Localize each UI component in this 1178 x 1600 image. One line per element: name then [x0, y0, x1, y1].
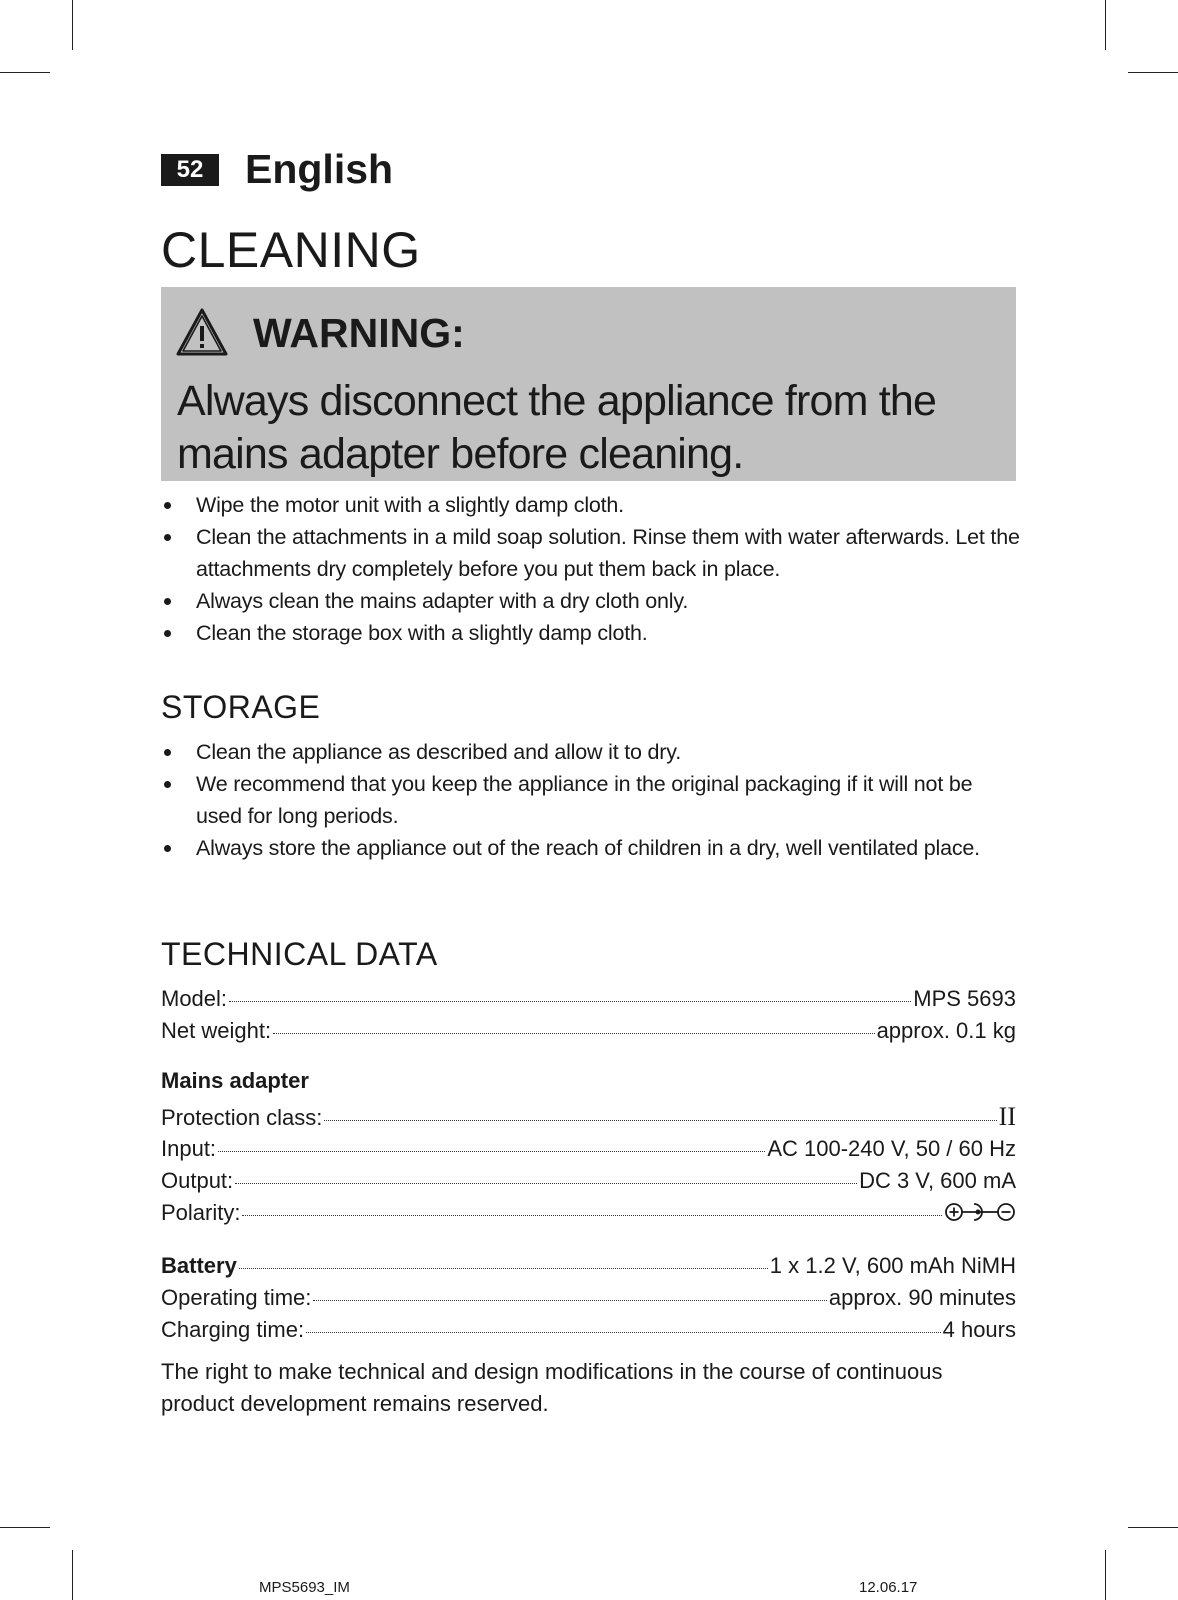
- spec-row-output: Output: DC 3 V, 600 mA: [161, 1168, 1016, 1193]
- modification-note: The right to make technical and design modifications in the course of continuous product development remains reserved.: [161, 1359, 943, 1416]
- footer-doc-id: MPS5693_IM: [259, 1579, 350, 1596]
- bullet-icon: [164, 598, 171, 605]
- crop-mark: [0, 72, 50, 73]
- spec-row-battery: Battery 1 x 1.2 V, 600 mAh NiMH: [161, 1253, 1016, 1278]
- spec-row-polarity: Polarity:: [161, 1197, 1016, 1229]
- list-item: Clean the storage box with a slightly damp cloth.: [161, 617, 1021, 649]
- bullet-icon: [164, 630, 171, 637]
- spec-row-charging-time: Charging time: 4 hours: [161, 1317, 1016, 1342]
- crop-mark: [1105, 1550, 1106, 1600]
- warning-box: [161, 287, 1016, 481]
- storage-title: STORAGE: [161, 689, 321, 725]
- spec-row-input: Input: AC 100-240 V, 50 / 60 Hz: [161, 1136, 1016, 1161]
- list-item: We recommend that you keep the appliance in the original packaging if it will not be used for long periods.: [161, 768, 1021, 832]
- list-item: Always clean the mains adapter with a dry cloth only.: [161, 585, 1021, 617]
- page-header: [161, 146, 394, 192]
- crop-mark: [0, 1527, 50, 1528]
- crop-mark: [1128, 1527, 1178, 1528]
- spec-row-protection: Protection class: II: [161, 1102, 1016, 1131]
- crop-mark: [72, 0, 73, 50]
- technical-title: TECHNICAL DATA: [161, 936, 438, 972]
- cleaning-list: [161, 489, 1021, 649]
- storage-list: [161, 736, 1021, 864]
- spec-row-operating-time: Operating time: approx. 90 minutes: [161, 1285, 1016, 1310]
- list-item: Always store the appliance out of the reach of children in a dry, well ventilated place.: [161, 832, 1021, 864]
- adapter-heading: Mains adapter: [161, 1068, 309, 1093]
- crop-mark: [1128, 72, 1178, 73]
- list-item: Clean the attachments in a mild soap solution. Rinse them with water afterwards. Let the attachments dry completely before you put them back in place.: [161, 521, 1021, 585]
- spec-table-general: [161, 983, 1016, 1047]
- polarity-center-positive-icon: [944, 1201, 1016, 1223]
- warning-text: Always disconnect the appliance from the mains adapter before cleaning.: [177, 377, 937, 478]
- warning-title: WARNING:: [253, 309, 465, 356]
- bullet-icon: [164, 781, 171, 788]
- bullet-icon: [164, 845, 171, 852]
- list-item: Clean the appliance as described and allow it to dry.: [161, 736, 1021, 768]
- spec-table-adapter: [161, 1065, 1016, 1229]
- crop-mark: [1105, 0, 1106, 50]
- page-number: 52: [161, 154, 219, 186]
- cleaning-title: CLEANING: [161, 222, 421, 278]
- language-heading: English: [245, 146, 394, 192]
- warning-triangle-icon: [175, 307, 229, 359]
- bullet-icon: [164, 749, 171, 756]
- spec-row-model: Model: MPS 5693: [161, 986, 1016, 1011]
- bullet-icon: [164, 502, 171, 509]
- footer-date: 12.06.17: [859, 1579, 918, 1596]
- spec-row-weight: Net weight: approx. 0.1 kg: [161, 1018, 1016, 1043]
- list-item: Wipe the motor unit with a slightly damp cloth.: [161, 489, 1021, 521]
- spec-table-battery: [161, 1250, 1016, 1346]
- bullet-icon: [164, 534, 171, 541]
- crop-mark: [72, 1550, 73, 1600]
